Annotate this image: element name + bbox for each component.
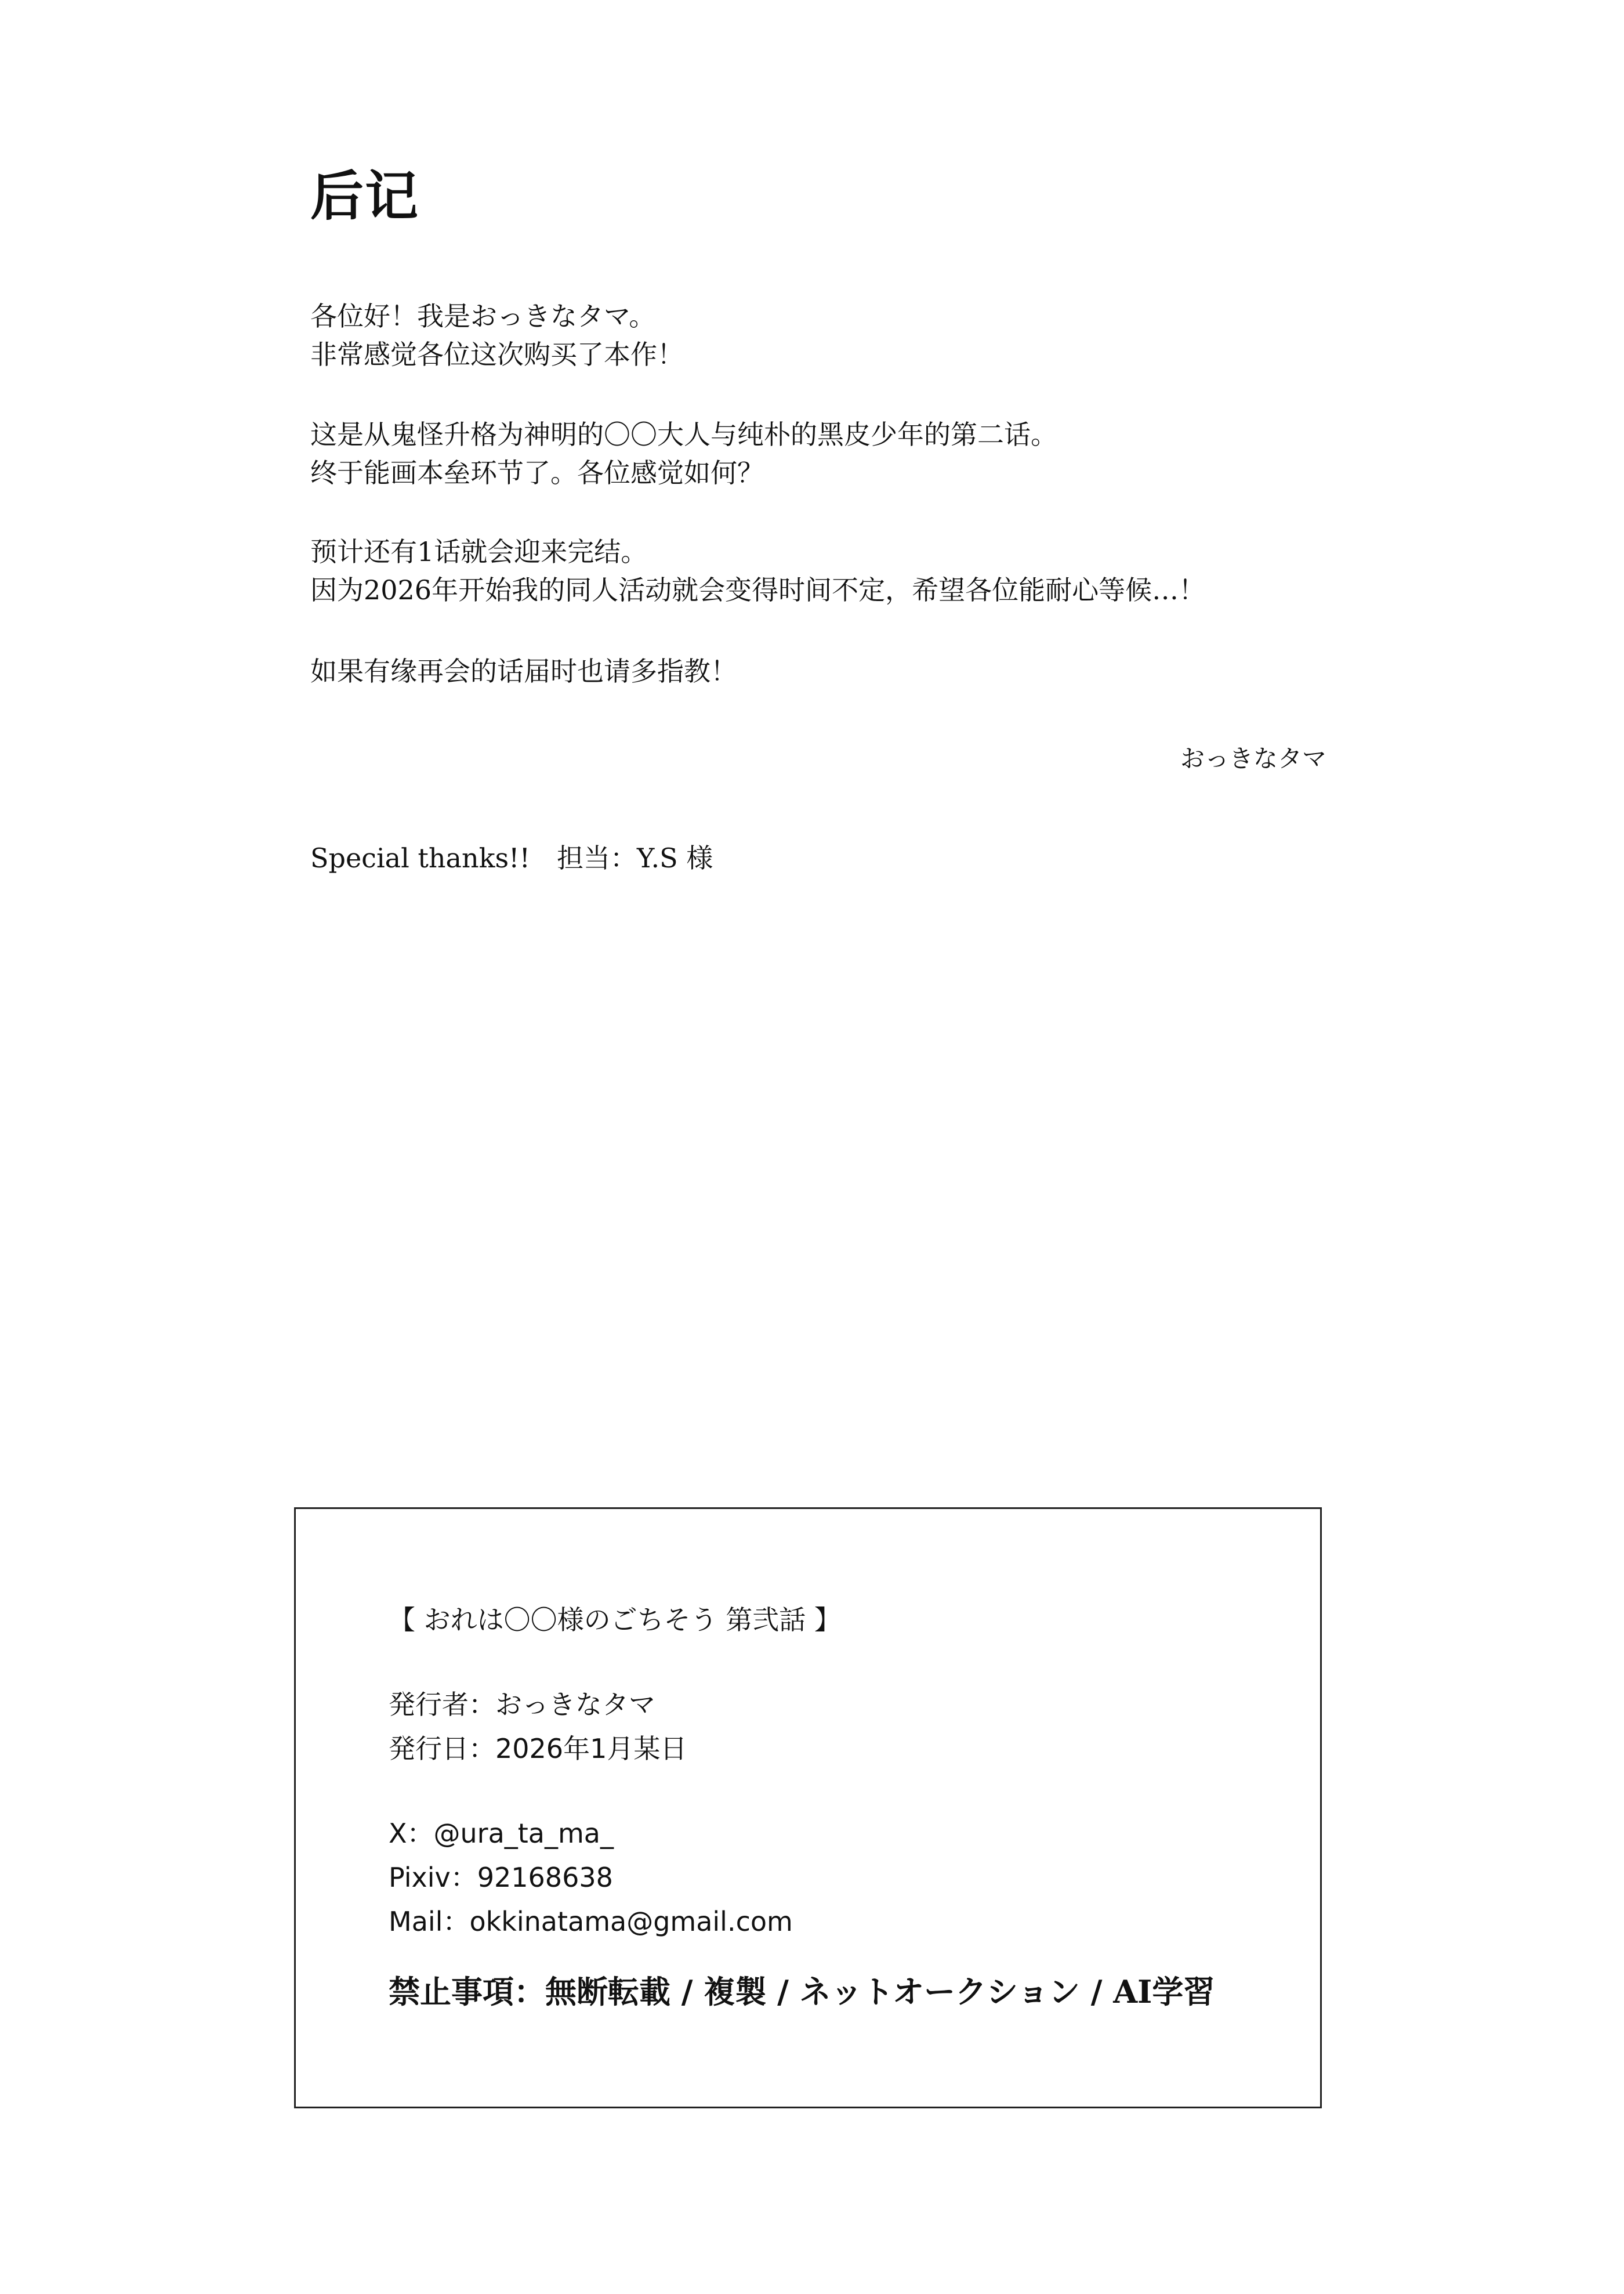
publisher-line: 発行者：おっきなタマ	[389, 1689, 655, 1720]
author-signature: おっきなタマ	[1180, 744, 1326, 773]
x-account-line: X：@ura_ta_ma_	[389, 1818, 614, 1849]
special-thanks: Special thanks!! 担当：Y.S 様	[310, 842, 713, 874]
page-title: 后记	[310, 165, 420, 227]
publish-date-line: 発行日：2026年1月某日	[389, 1733, 687, 1764]
colophon-box	[294, 1507, 1322, 2108]
afterword-line-5: 预计还有1话就会迎来完结。	[310, 536, 648, 567]
pixiv-line: Pixiv：92168638	[389, 1862, 613, 1893]
afterword-line-1: 各位好！我是おっきなタマ。	[310, 301, 656, 332]
afterword-line-4: 终于能画本垒环节了。各位感觉如何？	[310, 457, 764, 489]
book-title: 【 おれは〇〇様のごちそう 第弐話 】	[389, 1604, 841, 1636]
mail-line: Mail：okkinatama@gmail.com	[389, 1906, 793, 1937]
prohibited-notice: 禁止事項：無断転載 / 複製 / ネットオークション / AI学習	[389, 1973, 1215, 2010]
afterword-line-2: 非常感觉各位这次购买了本作！	[310, 339, 684, 370]
afterword-line-6: 因为2026年开始我的同人活动就会变得时间不定，希望各位能耐心等候…！	[310, 574, 1206, 606]
afterword-line-3: 这是从鬼怪升格为神明的〇〇大人与纯朴的黑皮少年的第二话。	[310, 419, 1057, 450]
afterword-line-7: 如果有缘再会的话届时也请多指教！	[310, 656, 737, 687]
